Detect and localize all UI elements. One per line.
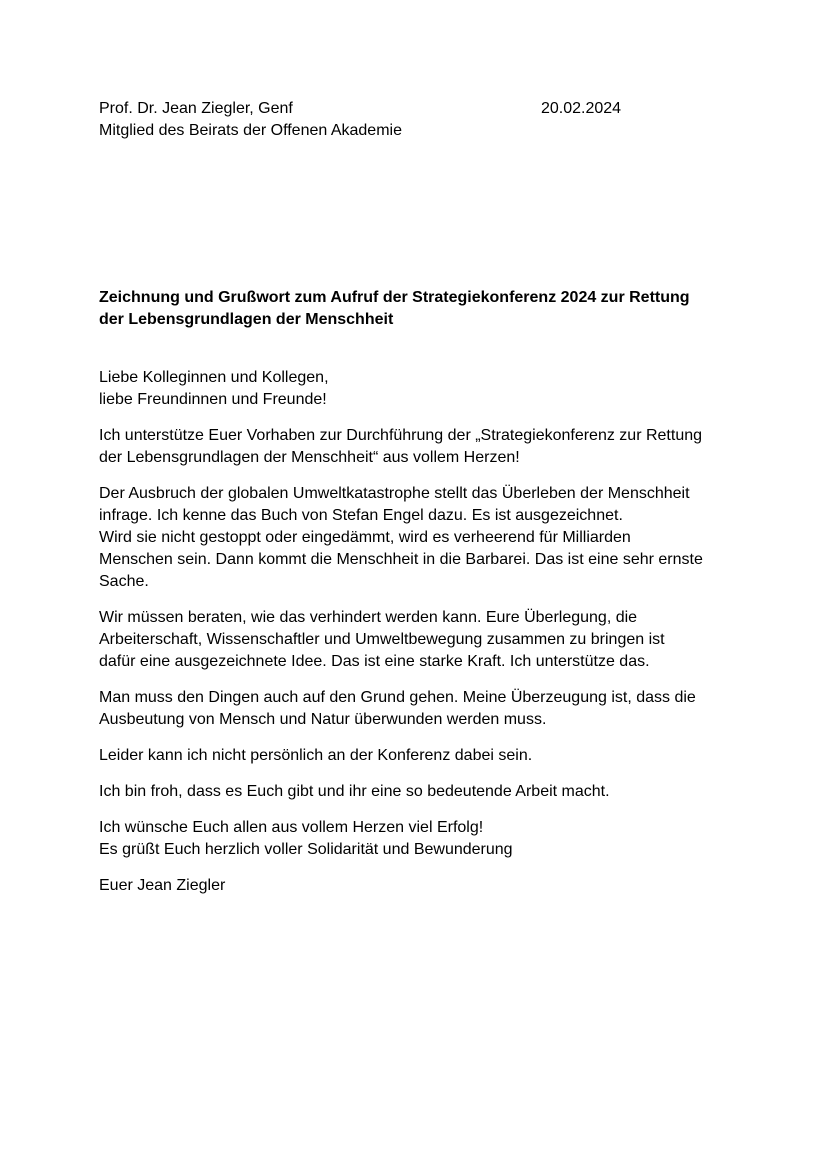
paragraph-line: Leider kann ich nicht persönlich an der Konferenz dabei sein. (99, 747, 533, 764)
paragraph-line: der Lebensgrundlagen der Menschheit“ aus vollem Herzen! (99, 449, 520, 466)
subject-line: Zeichnung und Grußwort zum Aufruf der Strategiekonferenz 2024 zur Rettung (99, 289, 690, 306)
closing-line: Ich wünsche Euch allen aus vollem Herzen viel Erfolg! (99, 819, 484, 836)
paragraph-deliberation (99, 607, 739, 673)
paragraph-line: Wird sie nicht gestoppt oder eingedämmt, wird es verheerend für Milliarden (99, 529, 631, 546)
paragraph-absence (99, 745, 739, 767)
paragraph-line: Arbeiterschaft, Wissenschaftler und Umweltbewegung zusammen zu bringen ist (99, 631, 665, 648)
letter-subject (99, 287, 690, 331)
letter-body (99, 367, 739, 911)
signature-line: Euer Jean Ziegler (99, 877, 226, 894)
paragraph-line: Wir müssen beraten, wie das verhindert werden kann. Eure Überlegung, die (99, 609, 638, 626)
salutation-line: Liebe Kolleginnen und Kollegen, (99, 369, 329, 386)
paragraph-line: Der Ausbruch der globalen Umweltkatastrophe stellt das Überleben der Menschheit (99, 485, 690, 502)
paragraph-line: Ich unterstütze Euer Vorhaben zur Durchführung der „Strategiekonferenz zur Rettung (99, 427, 703, 444)
paragraph-line: Ausbeutung von Mensch und Natur überwunden werden muss. (99, 711, 547, 728)
salutation (99, 367, 739, 411)
closing (99, 817, 739, 861)
paragraph-line: Sache. (99, 573, 149, 590)
paragraph-conviction (99, 687, 739, 731)
subject-line: der Lebensgrundlagen der Menschheit (99, 311, 394, 328)
paragraph-line: Man muss den Dingen auch auf den Grund gehen. Meine Überzeugung ist, dass die (99, 689, 696, 706)
paragraph-catastrophe (99, 483, 739, 593)
paragraph-gratitude (99, 781, 739, 803)
paragraph-line: Ich bin froh, dass es Euch gibt und ihr eine so bedeutende Arbeit macht. (99, 783, 610, 800)
letter-date: 20.02.2024 (541, 100, 622, 117)
signature (99, 875, 739, 897)
paragraph-line: infrage. Ich kenne das Buch von Stefan Engel dazu. Es ist ausgezeichnet. (99, 507, 623, 524)
paragraph-line: Menschen sein. Dann kommt die Menschheit in die Barbarei. Das ist eine sehr ernste (99, 551, 703, 568)
salutation-line: liebe Freundinnen und Freunde! (99, 391, 327, 408)
paragraph-support (99, 425, 739, 469)
sender-role: Mitglied des Beirats der Offenen Akademie (99, 122, 402, 139)
paragraph-line: dafür eine ausgezeichnete Idee. Das ist eine starke Kraft. Ich unterstütze das. (99, 653, 650, 670)
sender-name: Prof. Dr. Jean Ziegler, Genf (99, 100, 293, 117)
closing-line: Es grüßt Euch herzlich voller Solidarität und Bewunderung (99, 841, 513, 858)
